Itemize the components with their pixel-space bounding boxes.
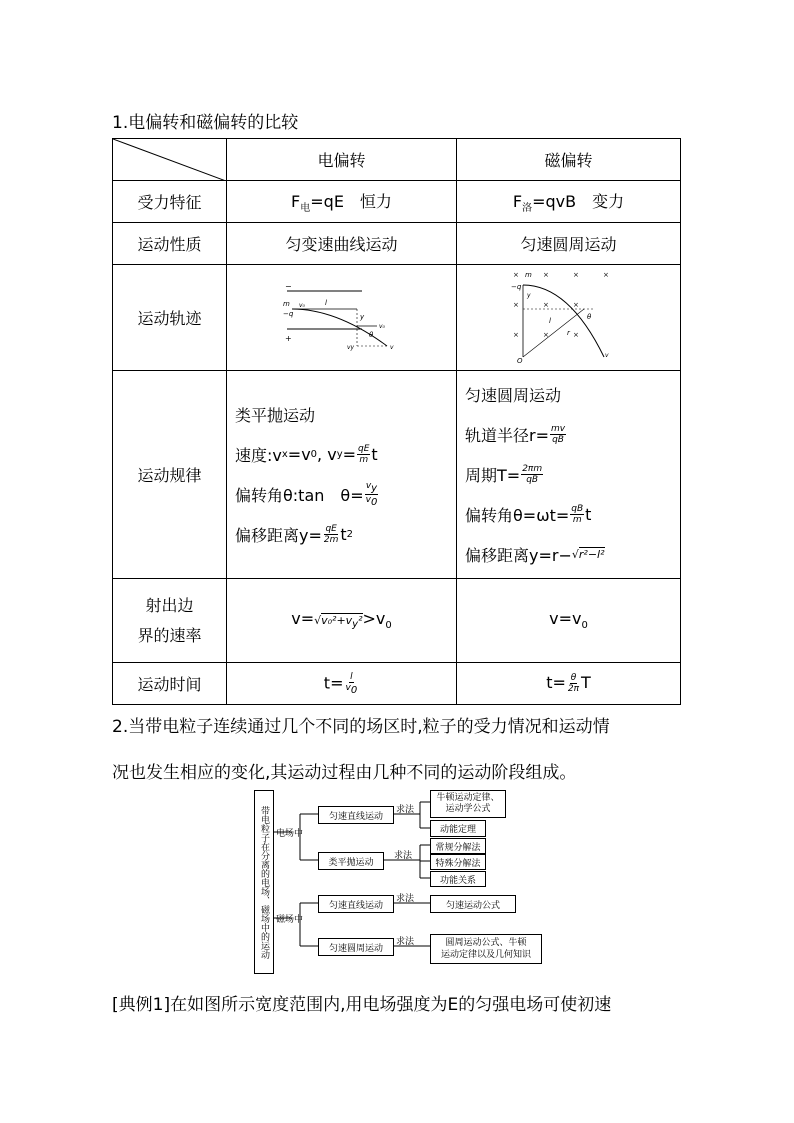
time-electric: t= $\frac{l}{v_0}$ xyxy=(227,663,457,705)
svg-text:y: y xyxy=(526,291,531,299)
comparison-table xyxy=(112,138,681,705)
svg-text:×: × xyxy=(542,330,549,339)
electric-trajectory-figure xyxy=(277,281,407,351)
time-label: 运动时间 xyxy=(113,663,227,705)
map-node-1: 匀速直线运动 xyxy=(318,806,394,824)
track-magnetic-diagram xyxy=(457,265,681,371)
nature-label: 运动性质 xyxy=(113,223,227,265)
map-method-2: 动能定理 xyxy=(430,820,486,837)
exit-electric: $v=√v_0^2+v_y^2>v_0$ xyxy=(227,579,457,663)
svg-text:−q: −q xyxy=(510,282,521,291)
force-label: 受力特征 xyxy=(113,181,227,223)
svg-text:×: × xyxy=(512,330,519,339)
force-electric: $F_电=qE$ 恒力 xyxy=(227,181,457,223)
svg-text:×: × xyxy=(542,300,549,309)
map-seek-1: 求法 xyxy=(396,805,415,815)
svg-text:θ: θ xyxy=(368,330,373,339)
law-electric: 类平抛运动 速度:v x =v 0 , v y = $\frac{qE}{m}$ t 偏转角θ:tan θ= $\frac{v_y}{v_0}$ 偏移距离y= $\frac{qE}{2m}$ t 2 xyxy=(227,371,457,579)
magnetic-trajectory-figure xyxy=(509,267,629,365)
track-label: 运动轨迹 xyxy=(113,265,227,371)
svg-text:+: + xyxy=(284,333,292,343)
svg-text:y: y xyxy=(359,312,364,321)
map-seek-4: 求法 xyxy=(396,937,415,947)
force-magnetic: $F_洛=qvB$ 变力 xyxy=(457,181,681,223)
svg-text:l: l xyxy=(548,316,551,325)
header-magnetic: 磁偏转 xyxy=(457,139,681,181)
svg-text:×: × xyxy=(572,270,579,279)
corner-cell xyxy=(113,139,227,181)
map-root: 带电粒子在分离的电场、磁场中的运动 xyxy=(254,790,274,974)
law-label: 运动规律 xyxy=(113,371,227,579)
svg-text:m: m xyxy=(524,270,532,279)
svg-text:l: l xyxy=(324,298,327,307)
map-seek-3: 求法 xyxy=(396,894,415,904)
svg-text:vy: vy xyxy=(346,343,354,351)
map-magnetic: 磁场中 xyxy=(276,915,304,925)
svg-text:v₀: v₀ xyxy=(298,301,305,309)
section-2-line-2: 况也发生相应的变化,其运动过程由几种不同的运动阶段组成。 xyxy=(112,763,577,783)
map-method-1: 牛顿运动定律、 运动学公式 xyxy=(430,790,506,818)
map-method-3: 常规分解法 xyxy=(430,838,486,854)
svg-text:×: × xyxy=(602,270,609,279)
section-1-title: 1.电偏转和磁偏转的比较 xyxy=(112,113,299,133)
svg-text:θ: θ xyxy=(586,312,591,321)
nature-magnetic: 匀速圆周运动 xyxy=(457,223,681,265)
svg-text:−q: −q xyxy=(282,309,293,318)
map-electric: 电场中 xyxy=(276,829,304,839)
map-seek-2: 求法 xyxy=(394,851,413,861)
map-method-7: 圆周运动公式、牛顿 运动定律以及几何知识 xyxy=(430,934,542,964)
svg-text:−: − xyxy=(284,281,292,291)
concept-map xyxy=(252,788,548,976)
svg-text:v: v xyxy=(389,343,394,351)
svg-text:×: × xyxy=(572,300,579,309)
svg-text:×: × xyxy=(512,270,519,279)
nature-electric: 匀变速曲线运动 xyxy=(227,223,457,265)
exit-label: 射出边 界的速率 xyxy=(113,579,227,663)
svg-text:v₀: v₀ xyxy=(378,322,385,330)
map-method-5: 功能关系 xyxy=(430,871,486,887)
svg-text:×: × xyxy=(572,330,579,339)
svg-text:r: r xyxy=(566,328,570,337)
map-node-3: 匀速直线运动 xyxy=(318,895,394,913)
track-electric-diagram xyxy=(227,265,457,371)
svg-text:×: × xyxy=(512,300,519,309)
map-method-6: 匀速运动公式 xyxy=(430,895,516,913)
header-electric: 电偏转 xyxy=(227,139,457,181)
svg-text:v: v xyxy=(604,351,609,359)
time-magnetic: t= $\frac{\theta}{2\pi}$ T xyxy=(457,663,681,705)
svg-text:×: × xyxy=(542,270,549,279)
map-node-4: 匀速圆周运动 xyxy=(318,938,394,956)
map-node-2: 类平抛运动 xyxy=(318,852,384,870)
svg-text:m: m xyxy=(282,299,290,308)
exit-magnetic: $v=v_0$ xyxy=(457,579,681,663)
section-2-line-1: 2.当带电粒子连续通过几个不同的场区时,粒子的受力情况和运动情 xyxy=(112,717,610,737)
map-method-4: 特殊分解法 xyxy=(430,854,486,870)
example-1: [典例1]在如图所示宽度范围内,用电场强度为E的匀强电场可使初速 xyxy=(112,995,612,1015)
law-magnetic: 匀速圆周运动 轨道半径r= $\frac{mv}{qB}$ 周期T= $\frac{2\pi m}{qB}$ 偏转角θ=ωt= $\frac{qB}{m}$ t 偏移距离y=r− √r²−l² xyxy=(457,371,681,579)
svg-text:O: O xyxy=(516,356,523,365)
